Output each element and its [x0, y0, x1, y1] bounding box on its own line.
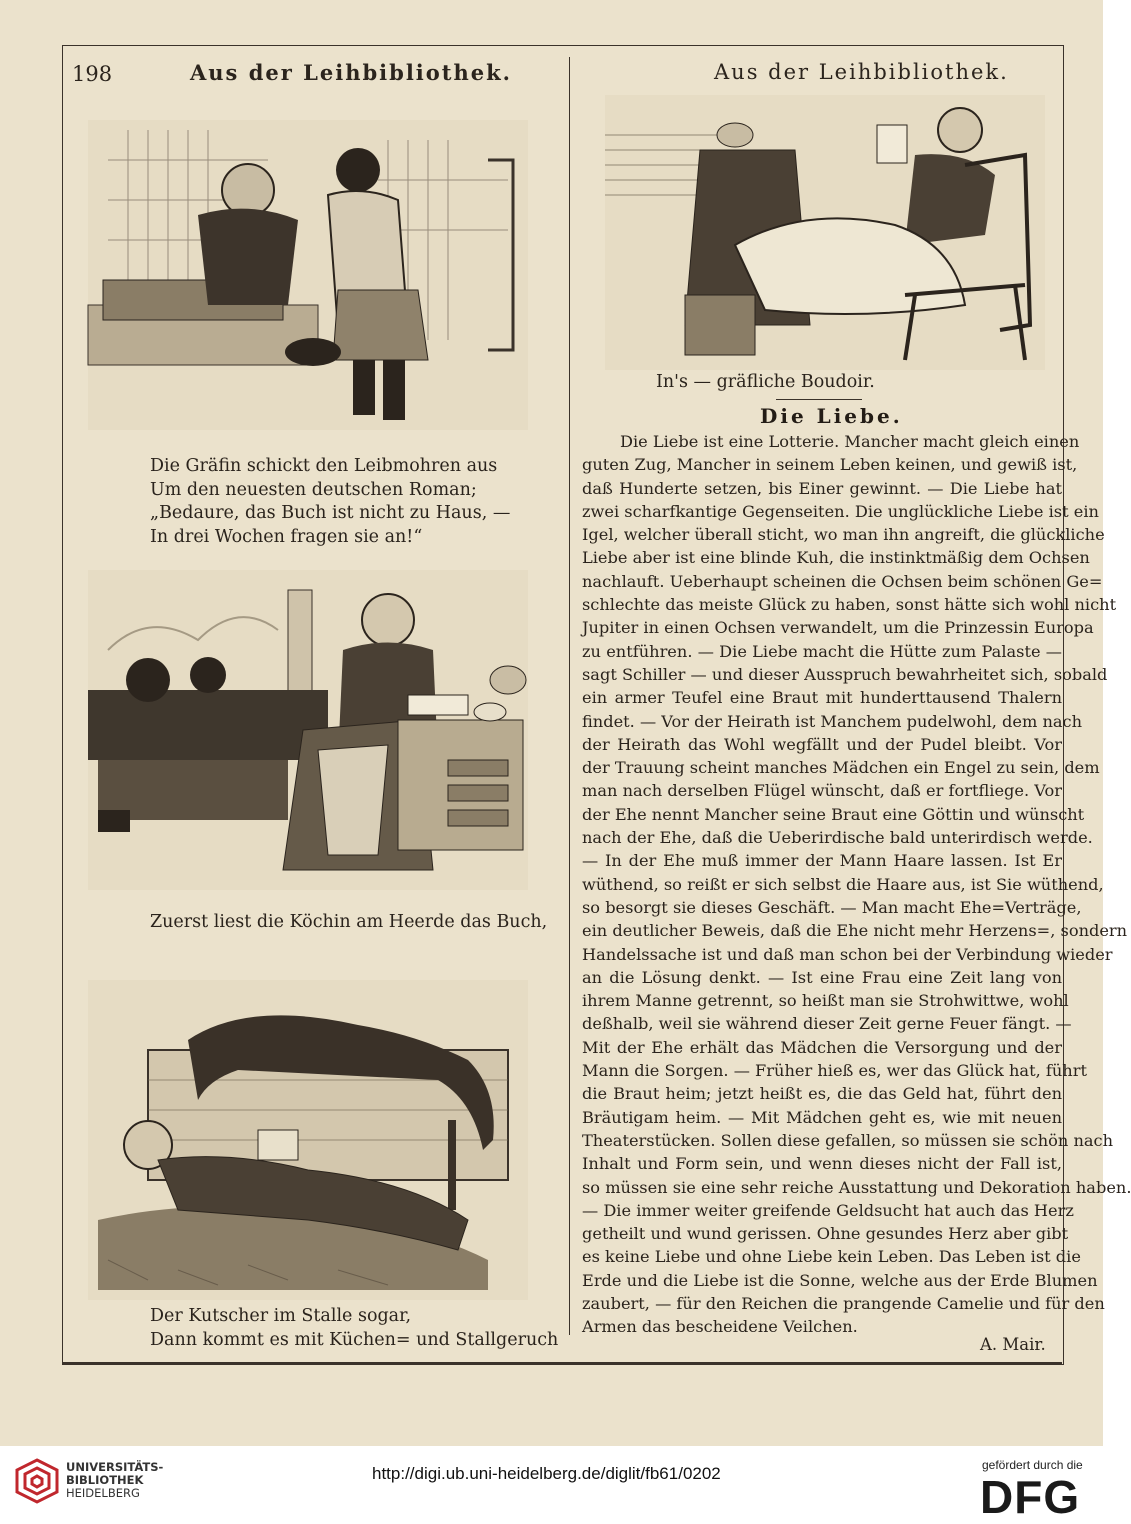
illustration-library-scene	[88, 120, 528, 430]
body-line: daß Hunderte setzen, bis Einer gewinnt. — Die Liebe hat	[582, 478, 1062, 498]
body-line: Die Liebe ist eine Lotterie. Mancher macht gleich einen	[620, 432, 1080, 451]
body-line: Inhalt und Form sein, und wenn dieses nicht der Fall ist,	[582, 1154, 1062, 1174]
article-body	[582, 430, 1131, 1339]
body-line: nachlauft. Ueberhaupt scheinen die Ochsen beim schönen Ge=	[582, 571, 1103, 591]
body-line: Mann die Sorgen. — Früher hieß es, wer das Glück hat, führt	[582, 1061, 1087, 1081]
verse-line: Um den neuesten deutschen Roman;	[150, 479, 477, 500]
body-line: Liebe aber ist eine blinde Kuh, die instinktmäßig dem Ochsen	[582, 548, 1090, 568]
title-rule	[776, 399, 862, 400]
body-line: ein deutlicher Beweis, daß die Ehe nicht mehr Herzens=, sondern	[582, 921, 1128, 941]
body-line: Theaterstücken. Sollen diese gefallen, so müssen sie schön nach	[582, 1130, 1114, 1150]
body-line: sagt Schiller — und dieser Ausspruch bewahrheitet sich, sobald	[582, 664, 1108, 684]
body-line: Mit der Ehe erhält das Mädchen die Versorgung und der	[582, 1037, 1062, 1057]
body-line: Erde und die Liebe ist die Sonne, welche aus der Erde Blumen	[582, 1270, 1098, 1290]
body-line: — In der Ehe muß immer der Mann Haare lassen. Ist Er	[582, 851, 1062, 871]
body-line: nach der Ehe, daß die Ueberirdische bald unterirdisch werde.	[582, 828, 1093, 848]
section-title: Die Liebe.	[760, 404, 903, 428]
verse-line: In drei Wochen fragen sie an!“	[150, 526, 423, 547]
verse-line: Die Gräfin schickt den Leibmohren aus	[150, 456, 498, 476]
body-line: guten Zug, Mancher in seinem Leben keinen, und gewiß ist,	[582, 455, 1078, 475]
body-line: Jupiter in einen Ochsen verwandelt, um die Prinzessin Europa	[582, 618, 1094, 638]
dfg-logo[interactable]: DFG	[980, 1471, 1081, 1523]
body-line: Armen das bescheidene Veilchen.	[582, 1317, 858, 1337]
column-divider	[569, 57, 570, 1335]
heidelberg-library-logo-icon[interactable]	[12, 1456, 62, 1506]
verse-line: Der Kutscher im Stalle sogar,	[150, 1306, 412, 1326]
body-line: — Die immer weiter greifende Geldsucht hat auch das Herz	[582, 1200, 1074, 1220]
bottom-rule	[62, 1362, 1062, 1364]
body-line: schlechte das meiste Glück zu haben, sonst hätte sich wohl nicht	[582, 595, 1117, 615]
body-line: die Braut heim; jetzt heißt es, die das Geld hat, führt den	[582, 1084, 1062, 1104]
body-line: es keine Liebe und ohne Liebe kein Leben. Das Leben ist die	[582, 1247, 1081, 1267]
funding-label: gefördert durch die	[982, 1458, 1083, 1472]
body-line: Handelssache ist und daß man schon bei der Verbindung wieder	[582, 944, 1113, 964]
body-line: man nach derselben Flügel wünscht, daß er fortfliege. Vor	[582, 781, 1062, 801]
body-line: getheilt und wund gerissen. Ohne gesundes Herz aber gibt	[582, 1224, 1069, 1244]
body-line: zu entführen. — Die Liebe macht die Hütte zum Palaste —	[582, 641, 1062, 661]
verse-countess	[150, 455, 510, 549]
running-head-right: Aus der Leihbibliothek.	[714, 60, 1009, 84]
page-number: 198	[72, 62, 113, 86]
caption-boudoir: In's — gräfliche Boudoir.	[656, 372, 875, 392]
verse-line: „Bedaure, das Buch ist nicht zu Haus, —	[150, 503, 511, 523]
body-line: Bräutigam heim. — Mit Mädchen geht es, wie mit neuen	[582, 1107, 1062, 1127]
body-line: zwei scharfkantige Gegenseiten. Die unglückliche Liebe ist ein	[582, 501, 1099, 521]
body-line: ihrem Manne getrennt, so heißt man sie Strohwittwe, wohl	[582, 991, 1069, 1011]
illustration-cook-reading	[88, 570, 528, 890]
body-line: deßhalb, weil sie während dieser Zeit gerne Feuer fängt. —	[582, 1014, 1072, 1034]
body-line: der Trauung scheint manches Mädchen ein Engel zu sein, dem	[582, 758, 1100, 778]
verse-line: Dann kommt es mit Küchen= und Stallgeruch	[150, 1329, 559, 1350]
illustration-coachman-stable	[88, 980, 528, 1300]
body-line: zaubert, — für den Reichen die prangende Camelie und für den	[582, 1293, 1105, 1313]
body-line: so besorgt sie dieses Geschäft. — Man macht Ehe=Verträge,	[582, 897, 1082, 917]
body-line: an die Lösung denkt. — Ist eine Frau eine Zeit lang von	[582, 967, 1062, 987]
footer-bar	[0, 1446, 1103, 1523]
library-name-line: HEIDELBERG	[66, 1486, 140, 1500]
library-name-line: BIBLIOTHEK	[66, 1473, 144, 1487]
body-line: wüthend, so reißt er sich selbst die Haare aus, ist Sie wüthend,	[582, 874, 1104, 894]
body-line: findet. — Vor der Heirath ist Manchem pudelwohl, dem nach	[582, 711, 1083, 731]
library-name[interactable]	[66, 1461, 163, 1500]
body-line: Igel, welcher überall sticht, wo man ihn angreift, die glückliche	[582, 525, 1105, 545]
verse-coachman	[150, 1305, 558, 1352]
running-head-left: Aus der Leihbibliothek.	[190, 60, 512, 85]
body-line: ein armer Teufel eine Braut mit hunderttausend Thalern	[582, 688, 1062, 708]
caption-cook: Zuerst liest die Köchin am Heerde das Buch,	[150, 912, 548, 932]
body-line: der Ehe nennt Mancher seine Braut eine Göttin und wünscht	[582, 804, 1085, 824]
body-line: der Heirath das Wohl wegfällt und der Pudel bleibt. Vor	[582, 734, 1062, 754]
body-line: so müssen sie eine sehr reiche Ausstattung und Dekoration haben.	[582, 1177, 1131, 1197]
permalink-url[interactable]: http://digi.ub.uni-heidelberg.de/diglit/fb61/0202	[372, 1464, 721, 1483]
illustration-boudoir	[605, 95, 1045, 370]
author-signature: A. Mair.	[980, 1335, 1046, 1354]
library-name-line: UNIVERSITÄTS-	[66, 1460, 164, 1474]
